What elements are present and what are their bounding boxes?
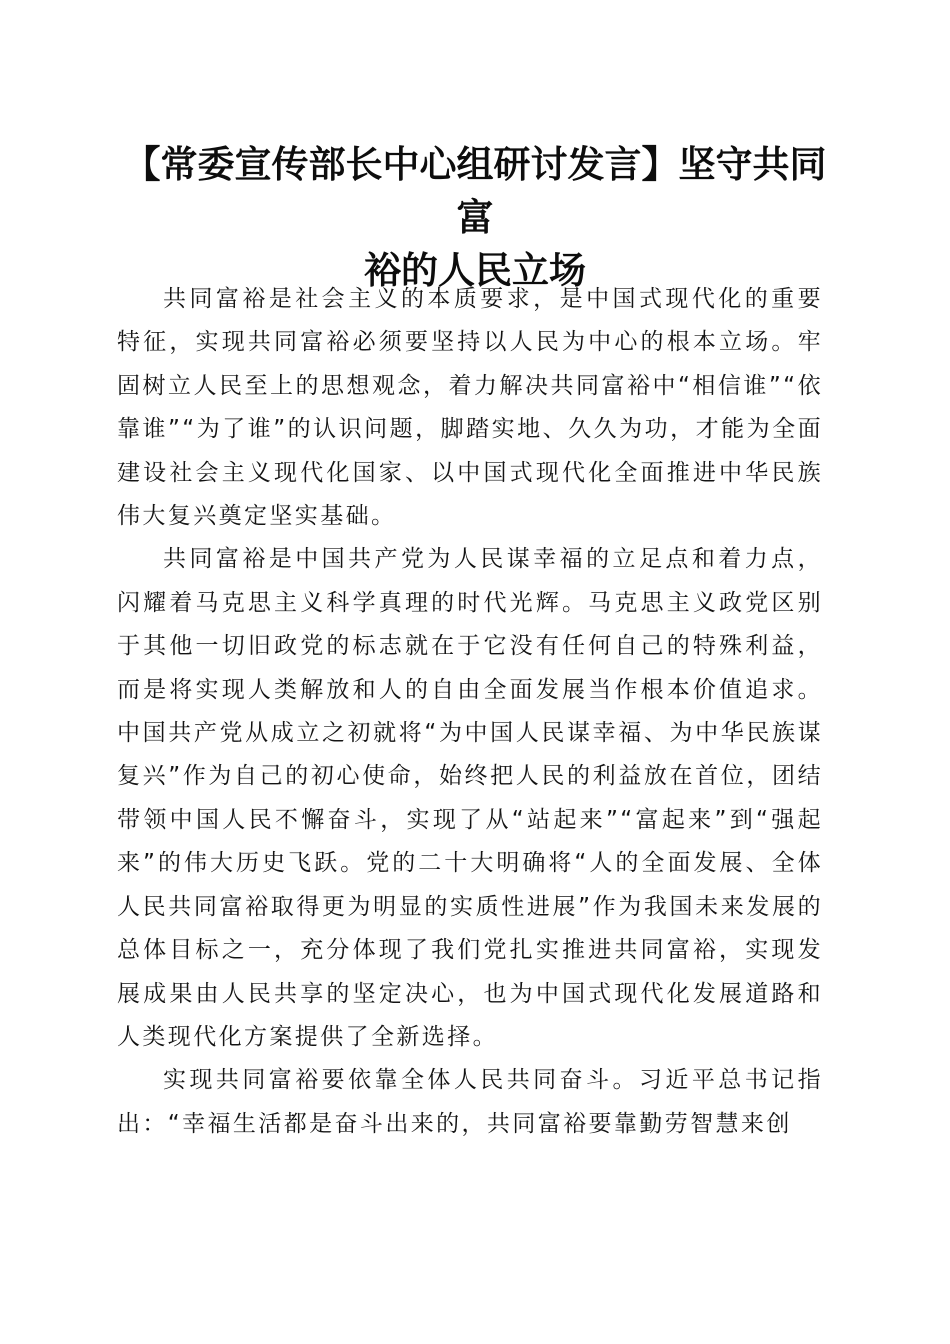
title-line-2: 裕的人民立场 bbox=[364, 248, 586, 292]
title-line-1: 【常委宣传部长中心组研讨发言】坚守共同富 bbox=[123, 142, 827, 239]
paragraph-2: 共同富裕是中国共产党为人民谋幸福的立足点和着力点，闪耀着马克思主义科学真理的时代光辉。马克思主义政党区别于其他一切旧政党的标志就在于它没有任何自己的特殊利益，而是将实现人类解放和人的自由全面发展当作根本价值追求。中国共产党从成立之初就将“为中国人民谋幸福、为中华民族谋复兴”作为自己的初心使命，始终把人民的利益放在首位，团结带领中国人民不懈奋斗，实现了从“站起来”“富起来”到“强起来”的伟大历史飞跃。党的二十大明确将“人的全面发展、全体人民共同富裕取得更为明显的实质性进展”作为我国未来发展的总体目标之一，充分体现了我们党扎实推进共同富裕，实现发展成果由人民共享的坚定决心，也为中国式现代化发展道路和人类现代化方案提供了全新选择。 bbox=[117, 546, 823, 1050]
paragraph-3: 实现共同富裕要依靠全体人民共同奋斗。习近平总书记指出：“幸福生活都是奋斗出来的，共同富裕要靠勤劳智慧来创 bbox=[117, 1067, 823, 1137]
document-body bbox=[117, 278, 823, 1146]
paragraph-1: 共同富裕是社会主义的本质要求，是中国式现代化的重要特征，实现共同富裕必须要坚持以人民为中心的根本立场。牢固树立人民至上的思想观念，着力解决共同富裕中“相信谁”“依靠谁”“为了谁”的认识问题，脚踏实地、久久为功，才能为全面建设社会主义现代化国家、以中国式现代化全面推进中华民族伟大复兴奠定坚实基础。 bbox=[117, 286, 823, 530]
document-title bbox=[110, 138, 840, 297]
